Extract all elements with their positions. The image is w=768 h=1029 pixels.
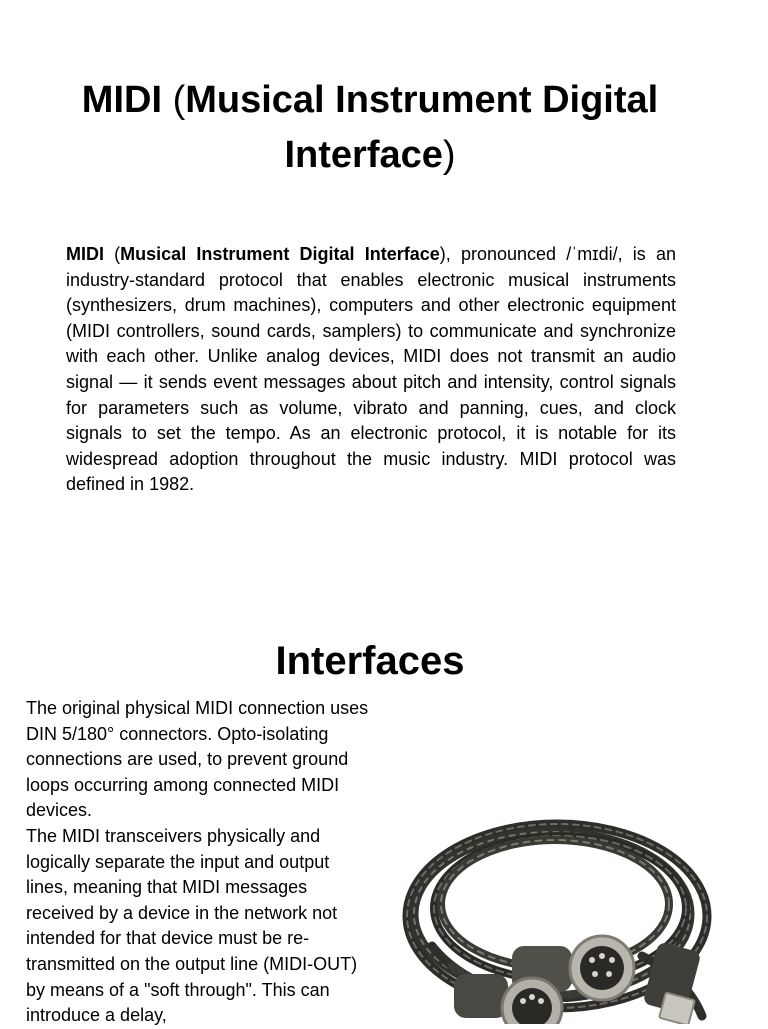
midi-cable-photo-icon	[392, 796, 722, 1024]
intro-paren-open: (	[104, 244, 121, 264]
page-title	[30, 73, 710, 183]
section-title: Interfaces	[275, 639, 465, 684]
interfaces-paragraph-2: The MIDI transceivers physically and logically separate the input and output lines, meaning that MIDI messages received by a device in the network not intended for that device must be re-transmitted on the output line (MIDI-OUT) by means of a "soft through". This can introduce a delay,	[26, 825, 358, 1026]
title-bold-midi: MIDI	[81, 79, 173, 122]
intro-paragraph	[66, 242, 676, 498]
interfaces-paragraph-1: The original physical MIDI connection uses DIN 5/180° connectors. Opto-isolating connections are used, to prevent ground loops occurring among connected MIDI devices.	[26, 698, 369, 821]
midi-cable-image	[392, 796, 722, 1024]
intro-lead-bold: MIDI	[66, 244, 104, 264]
title-bold-expansion: Musical Instrument Digital Interface	[185, 79, 659, 177]
intro-body-text: ), pronounced /ˈmɪdi/, is an industry-standard protocol that enables electronic musical instruments (synthesizers, drum machines), computers and other electronic equipment (MIDI controllers, sound cards, samplers) to communicate and synchronize with each other. Unlike analog devices, MIDI does not transmit an audio signal — it sends event messages about pitch and intensity, control signals for parameters such as volume, vibrato and panning, cues, and clock signals to set the tempo. As an electronic protocol, it is notable for its widespread adoption throughout the music industry. MIDI protocol was defined in 1982.	[66, 244, 676, 495]
din-connector-2	[454, 974, 562, 1024]
title-paren-open: (	[172, 79, 186, 122]
interfaces-text	[26, 696, 371, 1029]
intro-name-bold: Musical Instrument Digital Interface	[120, 244, 440, 264]
title-paren-close: )	[442, 134, 456, 177]
